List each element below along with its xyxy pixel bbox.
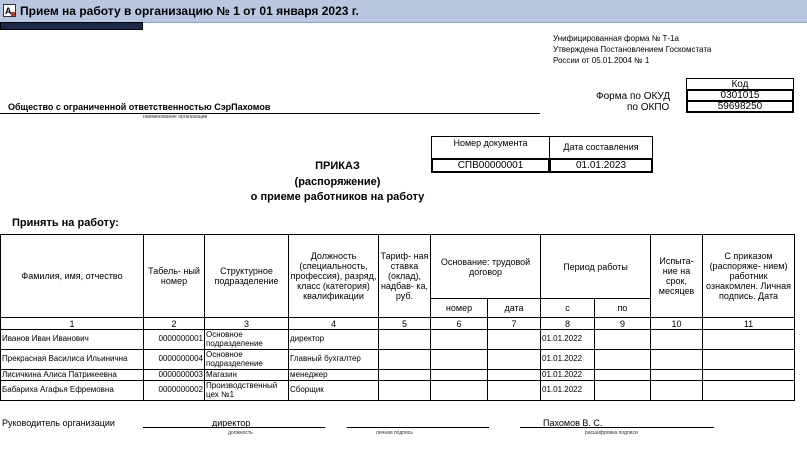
- column-number: 10: [651, 318, 703, 330]
- column-number: 6: [431, 318, 488, 330]
- table-row: [1, 350, 795, 370]
- column-number: 8: [541, 318, 595, 330]
- doc-number-header: Номер документа: [431, 136, 550, 159]
- column-number: 3: [205, 318, 289, 330]
- header-basis-date: дата: [488, 299, 541, 318]
- cell-department: Магазин: [205, 370, 289, 381]
- header-name: Фамилия, имя, отчество: [1, 235, 144, 318]
- okpo-label: по ОКПО: [627, 102, 670, 113]
- cell-tab: 0000000001: [144, 330, 205, 350]
- table-row: [1, 381, 795, 401]
- decoding-caption: расшифровка подписи: [585, 430, 638, 436]
- signature-caption: личная подпись: [376, 430, 413, 436]
- cell-name: Бабариха Агафья Ефремовна: [1, 381, 144, 401]
- header-period-to: по: [595, 299, 651, 318]
- header-rate: Тариф- ная ставка (оклад), надбав- ка, руб.: [379, 235, 431, 318]
- doc-date-value: 01.01.2023: [549, 158, 653, 173]
- form-header-line3: России от 05.01.2004 № 1: [553, 56, 650, 65]
- header-period: Период работы: [541, 235, 651, 299]
- cell-tab: 0000000003: [144, 370, 205, 381]
- header-department: Структурное подразделение: [205, 235, 289, 318]
- cell-department: Производственный цех №1: [205, 381, 289, 401]
- order-title: ПРИКАЗ: [315, 160, 360, 172]
- header-acknowledged: С приказом (распоряже- нием) работник ознакомлен. Личная подпись. Дата: [703, 235, 795, 318]
- cell-position: менеджер: [289, 370, 379, 381]
- cell-name: Прекрасная Василиса Ильинична: [1, 350, 144, 370]
- header-basis-number: номер: [431, 299, 488, 318]
- header-tab-number: Табель- ный номер: [144, 235, 205, 318]
- header-probation: Испыта- ние на срок, месяцев: [651, 235, 703, 318]
- order-purpose: о приеме работников на работу: [250, 191, 425, 203]
- column-number: 11: [703, 318, 795, 330]
- doc-number-value: СПВ00000001: [431, 158, 550, 173]
- section-title: Принять на работу:: [12, 217, 119, 229]
- decoding-value: Пахомов В. С.: [543, 418, 603, 428]
- header-position: Должность (специальность, профессия), разряд, класс (категория) квалификации: [289, 235, 379, 318]
- column-number: 4: [289, 318, 379, 330]
- document-app-icon: [3, 4, 16, 17]
- toolbar-strip[interactable]: [0, 22, 143, 30]
- organization-caption: наименование организации: [143, 114, 208, 120]
- cell-name: Лисичкина Алиса Патрикеевна: [1, 370, 144, 381]
- column-number: 5: [379, 318, 431, 330]
- head-label: Руководитель организации: [2, 418, 115, 428]
- column-number: 2: [144, 318, 205, 330]
- window-title: Прием на работу в организацию № 1 от 01 января 2023 г.: [20, 4, 359, 18]
- table-row: [1, 370, 795, 381]
- cell-tab: 0000000004: [144, 350, 205, 370]
- column-number: 1: [1, 318, 144, 330]
- cell-period-from: 01.01.2022: [541, 381, 595, 401]
- okud-value: 0301015: [686, 89, 794, 102]
- header-period-from: с: [541, 299, 595, 318]
- table-row: [1, 330, 795, 350]
- cell-position: Сборщик: [289, 381, 379, 401]
- okpo-value: 59698250: [686, 100, 794, 113]
- header-basis: Основание: трудовой договор: [431, 235, 541, 299]
- cell-period-from: 01.01.2022: [541, 370, 595, 381]
- form-header-line1: Унифицированная форма № Т-1а: [553, 34, 679, 43]
- column-number: 9: [595, 318, 651, 330]
- cell-period-from: 01.01.2022: [541, 330, 595, 350]
- position-caption: должность: [228, 430, 253, 436]
- organization-underline: [0, 113, 540, 114]
- position-line: [143, 427, 325, 428]
- employees-table: [0, 234, 795, 401]
- order-subtitle: (распоряжение): [294, 176, 381, 188]
- cell-department: Основное подразделение: [205, 350, 289, 370]
- form-header-line2: Утверждена Постановлением Госкомстата: [553, 45, 712, 54]
- cell-department: Основное подразделение: [205, 330, 289, 350]
- organization-name: Общество с ограниченной ответственностью СэрПахомов: [8, 102, 271, 112]
- doc-date-header: Дата составления: [549, 136, 653, 159]
- cell-position: Главный бухгалтер: [289, 350, 379, 370]
- signature-line: [347, 427, 489, 428]
- head-position-value: директор: [212, 418, 251, 428]
- decoding-line: [520, 427, 714, 428]
- cell-period-from: 01.01.2022: [541, 350, 595, 370]
- okud-label: Форма по ОКУД: [596, 91, 671, 102]
- cell-tab: 0000000002: [144, 381, 205, 401]
- cell-name: Иванов Иван Иванович: [1, 330, 144, 350]
- cell-position: директор: [289, 330, 379, 350]
- column-number: 7: [488, 318, 541, 330]
- window-titlebar: [0, 0, 807, 23]
- svg-text:A: A: [5, 6, 12, 16]
- codes-header: Код: [686, 78, 794, 90]
